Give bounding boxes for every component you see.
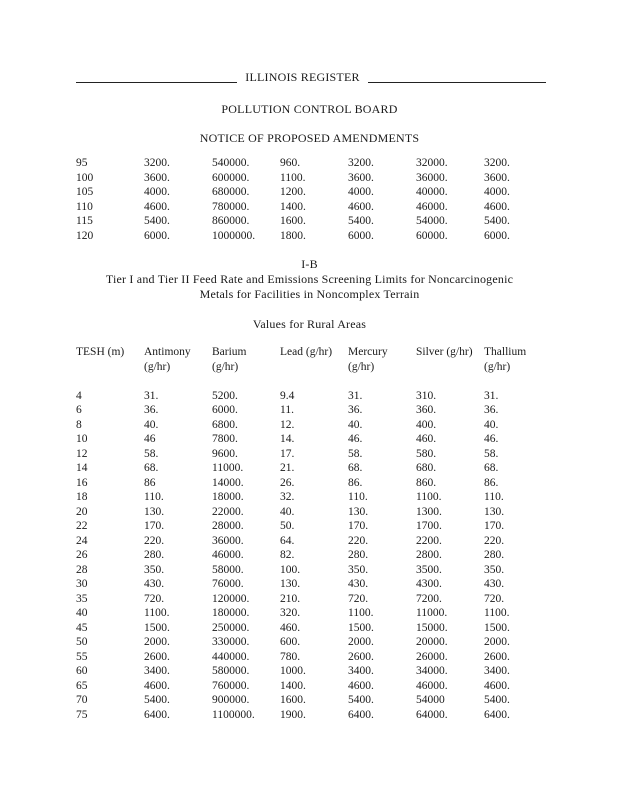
table-cell: 170.: [484, 520, 505, 532]
table-cell: 170.: [348, 520, 369, 532]
table-cell: 68.: [144, 462, 159, 474]
table-cell: 6400.: [144, 708, 170, 721]
table-cell: 14: [76, 462, 88, 474]
table-cell: 31.: [484, 389, 499, 402]
register-header: [76, 70, 546, 86]
table-cell: 110.: [348, 491, 368, 503]
table-cell: 82.: [280, 549, 295, 561]
table-cell: 6400.: [484, 708, 510, 721]
table-row: [76, 621, 544, 636]
table-cell: 3200.: [144, 157, 170, 169]
table-cell: 330000.: [212, 636, 250, 648]
table-cell: 50: [76, 636, 88, 648]
notice-title: NOTICE OF PROPOSED AMENDMENTS: [199, 131, 420, 145]
table-row: [76, 664, 544, 679]
table-cell: 1800.: [280, 229, 306, 242]
table-cell: 55: [76, 650, 88, 663]
table-cell: 18: [76, 491, 88, 503]
table-cell: 1900.: [280, 708, 306, 721]
table-cell: 100.: [280, 563, 301, 576]
table-cell: 9.4: [280, 389, 295, 402]
table-cell: 17.: [280, 447, 295, 460]
section-label: I-B: [301, 257, 318, 271]
column-header: [76, 360, 144, 375]
section-title-line2: Metals for Facilities in Noncomplex Terrain: [199, 287, 420, 301]
column-header: [416, 360, 484, 375]
column-header: Mercury: [348, 346, 388, 358]
table-cell: 4600.: [348, 679, 374, 692]
table-cell: 58000.: [212, 563, 244, 576]
table-cell: 1100.: [280, 171, 306, 184]
table-cell: 6000.: [212, 404, 238, 416]
table-cell: 8: [76, 418, 82, 431]
table-cell: 12: [76, 447, 88, 460]
table-cell: 1100.: [416, 491, 442, 503]
table-cell: 430.: [144, 578, 165, 590]
table-cell: 460.: [280, 621, 301, 634]
table-cell: 10: [76, 433, 88, 445]
table-cell: 220.: [348, 534, 369, 547]
table-cell: 1700.: [416, 520, 442, 532]
table-cell: 3400.: [348, 665, 374, 677]
table-row: [76, 505, 544, 520]
table-cell: 21.: [280, 462, 295, 474]
table-cell: 5200.: [212, 389, 238, 402]
table-cell: 11000.: [212, 462, 244, 474]
table-cell: 35: [76, 592, 88, 605]
table-row: [76, 606, 544, 621]
table-cell: 580000.: [212, 665, 250, 677]
table-row: [76, 389, 544, 404]
table-cell: 1500.: [144, 621, 170, 634]
table-cell: 76000.: [212, 578, 244, 590]
table-cell: 26.: [280, 476, 295, 489]
column-header: (g/hr): [144, 360, 171, 373]
table-cell: 60000.: [416, 229, 448, 242]
table-cell: 5400.: [348, 215, 374, 227]
column-header: (g/hr): [484, 360, 511, 373]
table-cell: 14.: [280, 433, 295, 445]
table-cell: 115: [76, 215, 93, 227]
table-cell: 110: [76, 200, 93, 213]
table-cell: 540000.: [212, 157, 250, 169]
table-cell: 1600.: [280, 215, 306, 227]
table-cell: 580.: [416, 447, 437, 460]
table-cell: 3600.: [484, 171, 510, 184]
table-cell: 58.: [484, 447, 499, 460]
table-row: [76, 185, 544, 200]
table-cell: 9600.: [212, 447, 238, 460]
table-cell: 1200.: [280, 186, 306, 198]
table-cell: 45: [76, 621, 88, 634]
table-cell: 6800.: [212, 418, 238, 431]
table-row: [76, 156, 544, 171]
table-cell: 5400.: [144, 694, 170, 706]
table-cell: 58.: [348, 447, 363, 460]
column-header: Barium: [212, 346, 247, 358]
table-cell: 11000.: [416, 607, 448, 619]
table-cell: 680.: [416, 462, 437, 474]
continued-table: [76, 156, 544, 243]
table-cell: 64000.: [416, 708, 448, 721]
column-header: Antimony: [144, 346, 191, 358]
table-row: [76, 490, 544, 505]
table-cell: 31.: [348, 389, 363, 402]
table-cell: 54000.: [416, 215, 448, 227]
table-cell: 86: [144, 476, 156, 489]
table-row: [76, 447, 544, 462]
table-cell: 2800.: [416, 549, 442, 561]
table-row: [76, 418, 544, 433]
table-row: [76, 200, 544, 215]
table-cell: 430.: [348, 578, 369, 590]
table-cell: 130.: [280, 578, 301, 590]
table-cell: 250000.: [212, 621, 250, 634]
table-cell: 65: [76, 679, 88, 692]
table-cell: 400.: [416, 418, 437, 431]
table-row: [76, 577, 544, 592]
table-row: [76, 592, 544, 607]
table-cell: 5400.: [484, 694, 510, 706]
table-cell: 15000.: [416, 621, 448, 634]
table-cell: 5400.: [348, 694, 374, 706]
table-cell: 280.: [144, 549, 165, 561]
table-cell: 4000.: [348, 186, 374, 198]
table-cell: 68.: [484, 462, 499, 474]
table-cell: 320.: [280, 607, 301, 619]
table-cell: 36.: [144, 404, 159, 416]
table-cell: 3500.: [416, 563, 442, 576]
table-cell: 34000.: [416, 665, 448, 677]
table-cell: 24: [76, 534, 88, 547]
table-cell: 1100.: [348, 607, 374, 619]
table-cell: 2000.: [348, 636, 374, 648]
table-cell: 5400.: [484, 215, 510, 227]
table-cell: 120000.: [212, 592, 250, 605]
table-cell: 30: [76, 578, 88, 590]
table-cell: 40.: [484, 418, 499, 431]
table-cell: 180000.: [212, 607, 250, 619]
table-cell: 60: [76, 665, 88, 677]
table-cell: 120: [76, 229, 94, 242]
table-cell: 280.: [484, 549, 505, 561]
table-cell: 130.: [484, 505, 505, 518]
table-cell: 95: [76, 157, 88, 169]
table-cell: 70: [76, 694, 88, 706]
table-cell: 105: [76, 186, 94, 198]
table-cell: 1000.: [280, 665, 306, 677]
table-cell: 720.: [348, 592, 369, 605]
table-cell: 36000.: [212, 534, 244, 547]
table-cell: 110.: [144, 491, 164, 503]
table-cell: 360.: [416, 404, 437, 416]
table-cell: 86.: [348, 476, 363, 489]
table-cell: 4000.: [484, 186, 510, 198]
table-cell: 960.: [280, 157, 301, 169]
table-row: [76, 548, 544, 563]
table-cell: 46.: [348, 433, 363, 445]
table-cell: 1500.: [348, 621, 374, 634]
table-cell: 4000.: [144, 186, 170, 198]
section-title-line1: Tier I and Tier II Feed Rate and Emissions Screening Limits for Noncarcinogenic: [105, 272, 514, 286]
column-header: TESH (m): [76, 346, 125, 358]
table-cell: 2600.: [484, 650, 510, 663]
table-cell: 1600.: [280, 694, 306, 706]
table-cell: 1500.: [484, 621, 510, 634]
table-cell: 1400.: [280, 679, 306, 692]
table-cell: 2200.: [416, 534, 442, 547]
table-cell: 1100.: [144, 607, 170, 619]
table-row: [76, 476, 544, 491]
column-header: (g/hr): [212, 360, 239, 373]
table-cell: 3400.: [484, 665, 510, 677]
table-cell: 40000.: [416, 186, 448, 198]
table-cell: 32.: [280, 491, 295, 503]
column-header: Lead (g/hr): [280, 346, 333, 358]
table-cell: 7800.: [212, 433, 238, 445]
table-cell: 1400.: [280, 200, 306, 213]
table-cell: 64.: [280, 534, 295, 547]
table-cell: 46: [144, 433, 156, 445]
table-cell: 130.: [144, 505, 165, 518]
table-row: [76, 461, 544, 476]
table-cell: 170.: [144, 520, 165, 532]
column-header: Silver (g/hr): [416, 346, 473, 358]
table-cell: 1000000.: [212, 229, 256, 242]
table-cell: 350.: [144, 563, 165, 576]
table-row: [76, 519, 544, 534]
table-cell: 12.: [280, 418, 295, 431]
table-cell: 28000.: [212, 520, 244, 532]
table-cell: 46.: [484, 433, 499, 445]
table-cell: 4600.: [484, 200, 510, 213]
table-cell: 220.: [144, 534, 165, 547]
column-header: (g/hr): [348, 360, 375, 373]
table-cell: 430.: [484, 578, 505, 590]
column-header: [280, 360, 348, 375]
table-cell: 40.: [144, 418, 159, 431]
table-cell: 110.: [484, 491, 504, 503]
table-cell: 1100.: [484, 607, 510, 619]
table-cell: 6000.: [144, 229, 170, 242]
table-cell: 2600.: [348, 650, 374, 663]
table-cell: 20000.: [416, 636, 448, 648]
metals-table: [76, 345, 544, 722]
table-cell: 7200.: [416, 592, 442, 605]
column-header: Thallium: [484, 346, 527, 358]
table-cell: 460.: [416, 433, 437, 445]
table-cell: 780.: [280, 650, 301, 663]
table-cell: 26000.: [416, 650, 448, 663]
table-cell: 350.: [348, 563, 369, 576]
table-cell: 6000.: [484, 229, 510, 242]
table-cell: 720.: [484, 592, 505, 605]
table-cell: 2000.: [144, 636, 170, 648]
table-cell: 4300.: [416, 578, 442, 590]
table-cell: 40: [76, 607, 88, 619]
table-cell: 3200.: [348, 157, 374, 169]
register-title: ILLINOIS REGISTER: [245, 70, 360, 84]
table-cell: 100: [76, 171, 94, 184]
section-subtitle: Values for Rural Areas: [252, 317, 367, 331]
board-title: POLLUTION CONTROL BOARD: [221, 102, 398, 116]
table-cell: 31.: [144, 389, 159, 402]
table-cell: 4600.: [348, 200, 374, 213]
header-rule-left: [76, 82, 237, 83]
table-cell: 210.: [280, 592, 301, 605]
table-row: [76, 171, 544, 186]
table-cell: 18000.: [212, 491, 244, 503]
table-cell: 68.: [348, 462, 363, 474]
table-cell: 3600.: [144, 171, 170, 184]
table-cell: 860000.: [212, 215, 250, 227]
table-cell: 22000.: [212, 505, 244, 518]
table-cell: 75: [76, 708, 88, 721]
table-cell: 54000: [416, 694, 445, 706]
table-cell: 40.: [280, 505, 295, 518]
table-cell: 2000.: [484, 636, 510, 648]
table-cell: 11.: [280, 404, 294, 416]
table-row: [76, 650, 544, 665]
table-cell: 6400.: [348, 708, 374, 721]
table-cell: 220.: [484, 534, 505, 547]
table-cell: 46000.: [416, 679, 448, 692]
table-cell: 5400.: [144, 215, 170, 227]
table-row: [76, 403, 544, 418]
table-cell: 36000.: [416, 171, 448, 184]
table-cell: 860.: [416, 476, 437, 489]
table-cell: 58.: [144, 447, 159, 460]
table-row: [76, 229, 544, 244]
table-cell: 310.: [416, 389, 437, 402]
table-cell: 14000.: [212, 476, 244, 489]
table-cell: 900000.: [212, 694, 250, 706]
table-cell: 2600.: [144, 650, 170, 663]
table-cell: 46000.: [416, 200, 448, 213]
table-cell: 26: [76, 549, 88, 561]
table-cell: 86.: [484, 476, 499, 489]
table-cell: 600000.: [212, 171, 250, 184]
table-cell: 28: [76, 563, 88, 576]
table-cell: 1300.: [416, 505, 442, 518]
table-cell: 16: [76, 476, 88, 489]
table-header-units-row: [76, 360, 544, 375]
table-cell: 4600.: [144, 200, 170, 213]
table-cell: 680000.: [212, 186, 250, 198]
table-cell: 22: [76, 520, 88, 532]
table-cell: 3200.: [484, 157, 510, 169]
table-row: [76, 563, 544, 578]
table-cell: 440000.: [212, 650, 250, 663]
table-row: [76, 693, 544, 708]
table-cell: 6: [76, 404, 82, 416]
table-cell: 46000.: [212, 549, 244, 561]
table-row: [76, 534, 544, 549]
table-cell: 6000.: [348, 229, 374, 242]
table-cell: 4600.: [484, 679, 510, 692]
table-cell: 350.: [484, 563, 505, 576]
table-cell: 280.: [348, 549, 369, 561]
table-row: [76, 214, 544, 229]
table-cell: 20: [76, 505, 88, 518]
table-cell: 760000.: [212, 679, 250, 692]
table-cell: 50.: [280, 520, 295, 532]
table-cell: 600.: [280, 636, 301, 648]
table-cell: 1100000.: [212, 708, 255, 721]
table-row: [76, 635, 544, 650]
table-cell: 130.: [348, 505, 369, 518]
table-cell: 3600.: [348, 171, 374, 184]
table-row: [76, 432, 544, 447]
table-cell: 36.: [484, 404, 499, 416]
table-cell: 36.: [348, 404, 363, 416]
table-row: [76, 679, 544, 694]
table-cell: 720.: [144, 592, 165, 605]
table-cell: 32000.: [416, 157, 448, 169]
table-cell: 4600.: [144, 679, 170, 692]
table-header-row: [76, 345, 544, 360]
table-row: [76, 708, 544, 723]
header-spacer: [76, 374, 544, 389]
header-rule-right: [368, 82, 546, 83]
table-cell: 4: [76, 389, 82, 402]
table-cell: 40.: [348, 418, 363, 431]
table-cell: 780000.: [212, 200, 250, 213]
table-cell: 3400.: [144, 665, 170, 677]
